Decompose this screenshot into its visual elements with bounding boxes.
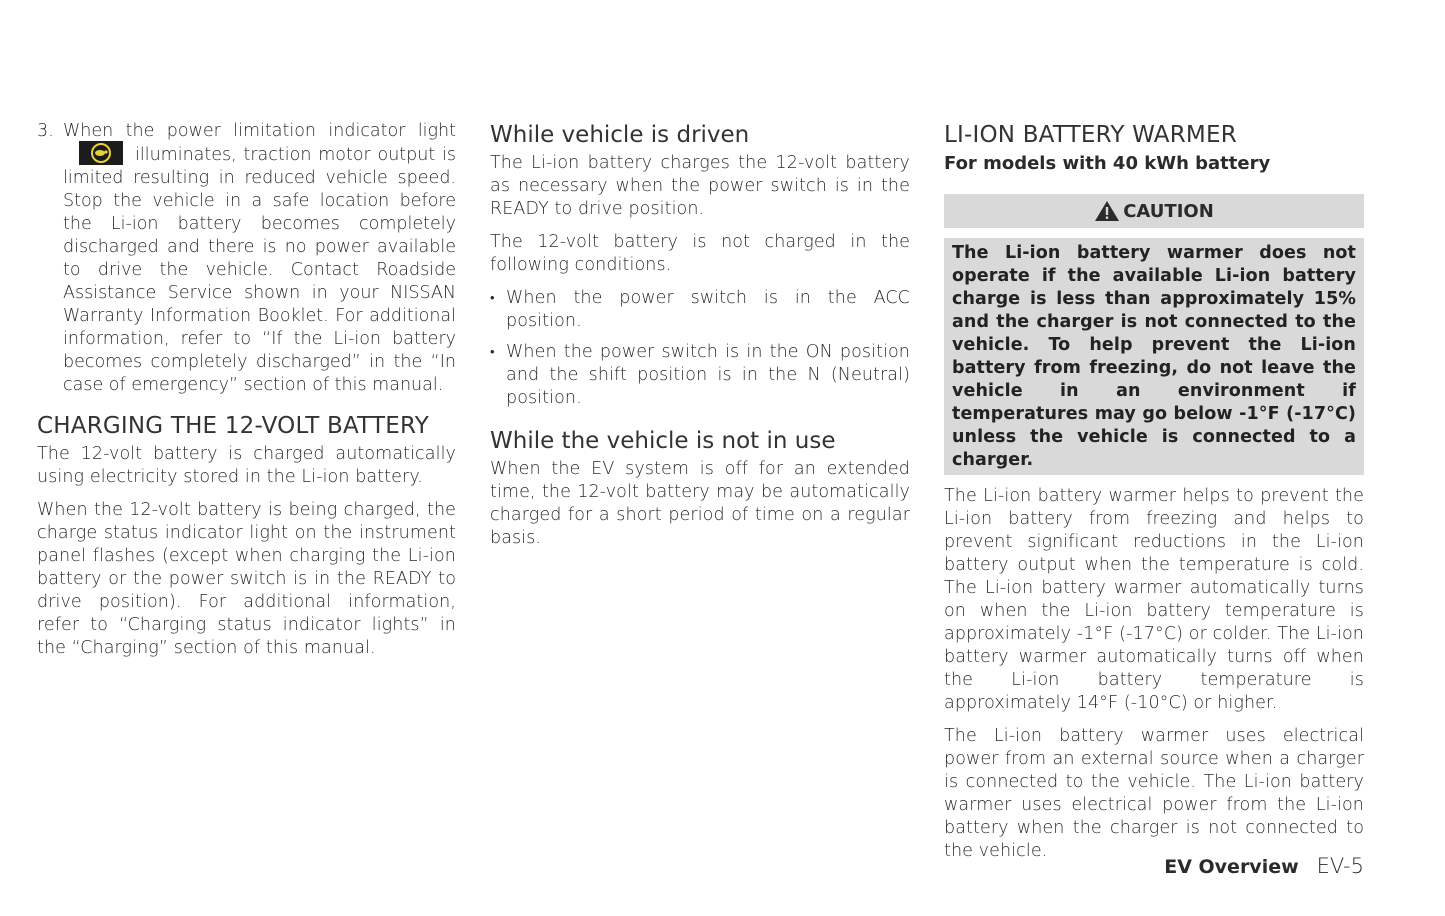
paragraph: The 12-volt battery is not charged in the following conditions. — [490, 232, 910, 275]
paragraph: The Li-ion battery charges the 12-volt battery as necessary when the power switch is in the READY to drive position. — [490, 153, 910, 219]
item-text-before-icon: When the power limitation indicator light — [63, 121, 456, 141]
model-subheading: For models with 40 kWh battery — [944, 153, 1271, 174]
warning-triangle-icon — [1094, 200, 1120, 222]
column-2 — [490, 120, 910, 560]
subsection-heading-driven: While vehicle is driven — [490, 122, 750, 148]
list-item: • When the power switch is in the ACC position. — [490, 287, 910, 333]
caution-text: The Li-ion battery warmer does not operate if the available Li-ion battery charge is less than approximately 15% and the charger is not connected to the vehicle. To help prevent the Li-ion battery from freezing, do not leave the vehicle in an environment if temperatures may go below -1°F (-17°C) unless the vehicle is connected to a charger. — [952, 243, 1356, 470]
paragraph: The 12-volt battery is charged automatically using electricity stored in the Li-ion battery. — [37, 444, 456, 487]
paragraph: When the EV system is off for an extended time, the 12-volt battery may be automatically charged for a short period of time on a regular basis. — [490, 459, 910, 548]
paragraph: When the 12-volt battery is being charged, the charge status indicator light on the instrument panel flashes (except when charging the Li-ion battery or the power switch is in the READY to drive position). For additional information, refer to “Charging status indicator lights” in the “Charging” section of this manual. — [37, 500, 456, 658]
item-text — [63, 120, 456, 397]
power-limitation-indicator-icon — [79, 141, 123, 165]
caution-header — [944, 194, 1364, 228]
section-heading-battery-warmer: LI-ION BATTERY WARMER — [944, 122, 1237, 148]
page-number: EV-5 — [1316, 854, 1364, 878]
caution-label: CAUTION — [1123, 200, 1214, 222]
footer-section-title: EV Overview — [1164, 856, 1299, 878]
subsection-heading-not-in-use: While the vehicle is not in use — [490, 428, 836, 454]
section-heading-charging-12v: CHARGING THE 12-VOLT BATTERY — [37, 413, 429, 439]
item-number: 3. — [37, 121, 54, 141]
page-footer — [1164, 854, 1364, 878]
list-item: • When the power switch is in the ON position and the shift position is in the N (Neutral) position. — [490, 341, 910, 410]
paragraph: The Li-ion battery warmer uses electrical power from an external source when a charger is connected to the vehicle. The Li-ion battery warmer uses electrical power from the Li-ion battery when the charger is not connected to the vehicle. — [944, 726, 1364, 861]
caution-box — [944, 238, 1364, 475]
paragraph: The Li-ion battery warmer helps to prevent the Li-ion battery from freezing and helps to prevent significant reductions in the Li-ion battery output when the temperature is cold. The Li-ion battery warmer automatically turns on when the Li-ion battery temperature is approximately -1°F (-17°C) or colder. The Li-ion battery warmer automatically turns off when the Li-ion battery temperature is approximately 14°F (-10°C) or higher. — [944, 486, 1364, 713]
conditions-list — [490, 287, 910, 410]
column-1 — [37, 120, 456, 670]
numbered-item-3 — [37, 120, 456, 397]
item-text-after-icon: illuminates, traction motor output is limited resulting in reduced vehicle speed. Stop the vehicle in a safe location before the Li-ion battery becomes completely discharged and there is no power available to drive the vehicle. Contact Roadside Assistance Service shown in your NISSAN Warranty Information Booklet. For additional information, refer to “If the Li-ion battery becomes completely discharged” in the “In case of emergency” section of this manual. — [63, 145, 456, 395]
column-3 — [944, 120, 1364, 873]
